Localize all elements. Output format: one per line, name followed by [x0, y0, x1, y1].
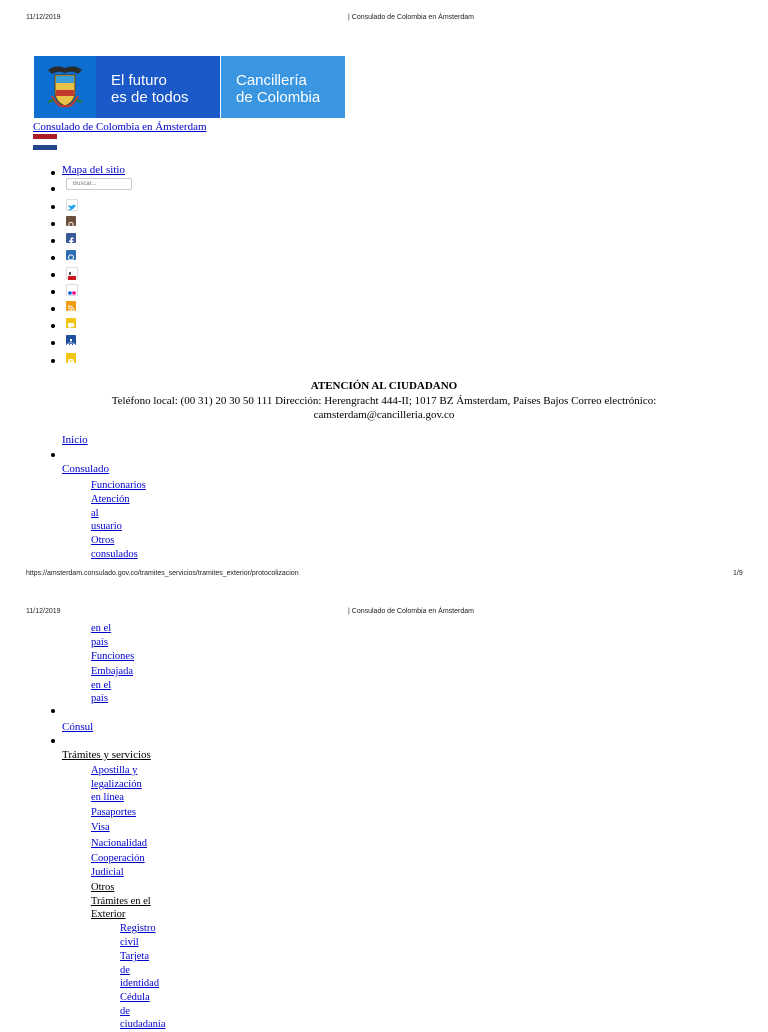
- list-bullet: [51, 205, 55, 209]
- nav-otros-line-4[interactable]: país: [91, 636, 108, 648]
- nav-embajada-line-1[interactable]: Embajada: [91, 666, 133, 677]
- nav-apostilla-line-1[interactable]: Apostilla y: [91, 765, 138, 776]
- print-page-title-page-2: | Consulado de Colombia en Ámsterdam: [348, 608, 474, 615]
- print-page-title: | Consulado de Colombia en Ámsterdam: [348, 14, 474, 21]
- coat-of-arms-icon: [34, 56, 96, 118]
- nav-embajada-link[interactable]: [91, 665, 133, 706]
- nav-apostilla-line-3[interactable]: en línea: [91, 792, 124, 803]
- nav-pasaportes-link[interactable]: Pasaportes: [91, 807, 136, 818]
- nav-nacionalidad-link[interactable]: Nacionalidad: [91, 838, 147, 849]
- search-input[interactable]: [66, 178, 132, 190]
- nav-cedula-link[interactable]: [120, 991, 166, 1030]
- attention-email: camsterdam@cancilleria.gov.co: [313, 409, 455, 421]
- print-date: 11/12/2019: [26, 14, 61, 21]
- print-url: https://amsterdam.consulado.gov.co/tramites_servicios/tramites_exterior/protocolizacion: [26, 570, 299, 577]
- nav-registro-civil-link[interactable]: [120, 922, 156, 949]
- cancilleria-banner[interactable]: [221, 56, 345, 118]
- nav-atencion-usuario-link[interactable]: [91, 493, 130, 534]
- facebook-icon[interactable]: [66, 233, 76, 243]
- nav-atencion-line-3[interactable]: usuario: [91, 521, 122, 532]
- nav-visa-link[interactable]: Visa: [91, 822, 110, 833]
- list-bullet: [51, 273, 55, 277]
- instagram-icon[interactable]: [66, 216, 76, 226]
- ministry-line-2: de Colombia: [236, 89, 321, 106]
- email-icon[interactable]: [66, 353, 76, 363]
- nav-atencion-line-1[interactable]: Atención: [91, 494, 130, 505]
- list-bullet: [51, 453, 55, 457]
- slogan-banner[interactable]: [96, 56, 220, 118]
- nav-otros-tramites-line-3[interactable]: Exterior: [91, 909, 126, 920]
- coat-of-arms-logo[interactable]: [34, 56, 96, 118]
- nav-inicio-link[interactable]: Inicio: [62, 434, 88, 446]
- ministry-line-1: Cancillería: [236, 72, 307, 89]
- chat-icon[interactable]: [66, 318, 76, 328]
- list-bullet: [51, 341, 55, 345]
- nav-otros-tramites-link[interactable]: [91, 881, 151, 922]
- nav-atencion-line-2[interactable]: al: [91, 507, 99, 519]
- list-bullet: [51, 239, 55, 243]
- foursquare-icon[interactable]: [66, 250, 76, 260]
- list-bullet: [51, 256, 55, 260]
- list-bullet: [51, 222, 55, 226]
- nav-apostilla-line-2[interactable]: legalización: [91, 778, 142, 790]
- nav-otros-tramites-line-1[interactable]: Otros: [91, 882, 115, 893]
- print-page-number: 1/9: [733, 570, 743, 577]
- sitemap-link[interactable]: Mapa del sitio: [62, 164, 125, 176]
- slogan-line-2: es de todos: [111, 89, 189, 106]
- nav-tramites-link[interactable]: Trámites y servicios: [62, 749, 151, 761]
- nav-tarjeta-line-1[interactable]: Tarjeta: [120, 951, 149, 962]
- nav-embajada-line-3[interactable]: país: [91, 693, 108, 704]
- nav-tarjeta-line-2[interactable]: de: [120, 964, 130, 976]
- attention-contact-line: Teléfono local: (00 31) 20 30 50 111 Dirección: Herengracht 444-II; 1017 BZ Ámsterdam, Países Bajos Correo electrónico:: [111, 395, 657, 407]
- list-bullet: [51, 171, 55, 175]
- nav-tarjeta-line-3[interactable]: identidad: [120, 978, 160, 989]
- nav-funcionarios-link[interactable]: Funcionarios: [91, 480, 146, 491]
- nav-cedula-line-1[interactable]: Cédula: [120, 992, 150, 1003]
- flickr-icon[interactable]: [66, 284, 78, 296]
- nav-otros-tramites-line-2[interactable]: Trámites en el: [91, 895, 151, 907]
- nav-consulado-link[interactable]: Consulado: [62, 463, 110, 475]
- list-bullet: [51, 359, 55, 363]
- attention-title: ATENCIÓN AL CIUDADANO: [310, 380, 458, 392]
- list-bullet: [51, 187, 55, 191]
- nav-otros-line-2[interactable]: consulados: [91, 548, 138, 560]
- nav-embajada-line-2[interactable]: en el: [91, 679, 112, 691]
- nav-cooperacion-line-2[interactable]: Judicial: [91, 866, 124, 878]
- nav-otros-line-3[interactable]: en el: [91, 623, 112, 634]
- netherlands-flag-icon[interactable]: [33, 134, 57, 150]
- site-home-link[interactable]: Consulado de Colombia en Ámsterdam: [33, 121, 207, 133]
- nav-otros-line-1[interactable]: Otros: [91, 535, 115, 546]
- nav-registro-line-1[interactable]: Registro: [120, 923, 156, 934]
- print-date-page-2: 11/12/2019: [26, 608, 61, 615]
- list-bullet: [51, 709, 55, 713]
- twitter-icon[interactable]: [66, 199, 78, 211]
- list-bullet: [51, 307, 55, 311]
- rss-icon[interactable]: [66, 301, 76, 311]
- nav-otros-consulados-cont[interactable]: [91, 622, 111, 649]
- youtube-icon[interactable]: [66, 267, 78, 279]
- nav-cooperacion-link[interactable]: [91, 852, 145, 879]
- list-bullet: [51, 739, 55, 743]
- nav-registro-line-2[interactable]: civil: [120, 936, 139, 948]
- nav-tarjeta-identidad-link[interactable]: [120, 950, 159, 991]
- sitemap-icon[interactable]: [66, 335, 76, 345]
- slogan-line-1: El futuro: [111, 72, 167, 89]
- list-bullet: [51, 290, 55, 294]
- nav-cedula-line-3[interactable]: ciudadanía: [120, 1019, 166, 1030]
- nav-otros-consulados-link[interactable]: [91, 534, 138, 561]
- nav-apostilla-link[interactable]: [91, 764, 142, 805]
- nav-cooperacion-line-1[interactable]: Cooperación: [91, 853, 145, 864]
- nav-funciones-link[interactable]: Funciones: [91, 651, 135, 662]
- list-bullet: [51, 324, 55, 328]
- nav-consul-link[interactable]: Cónsul: [62, 721, 94, 733]
- nav-cedula-line-2[interactable]: de: [120, 1005, 130, 1017]
